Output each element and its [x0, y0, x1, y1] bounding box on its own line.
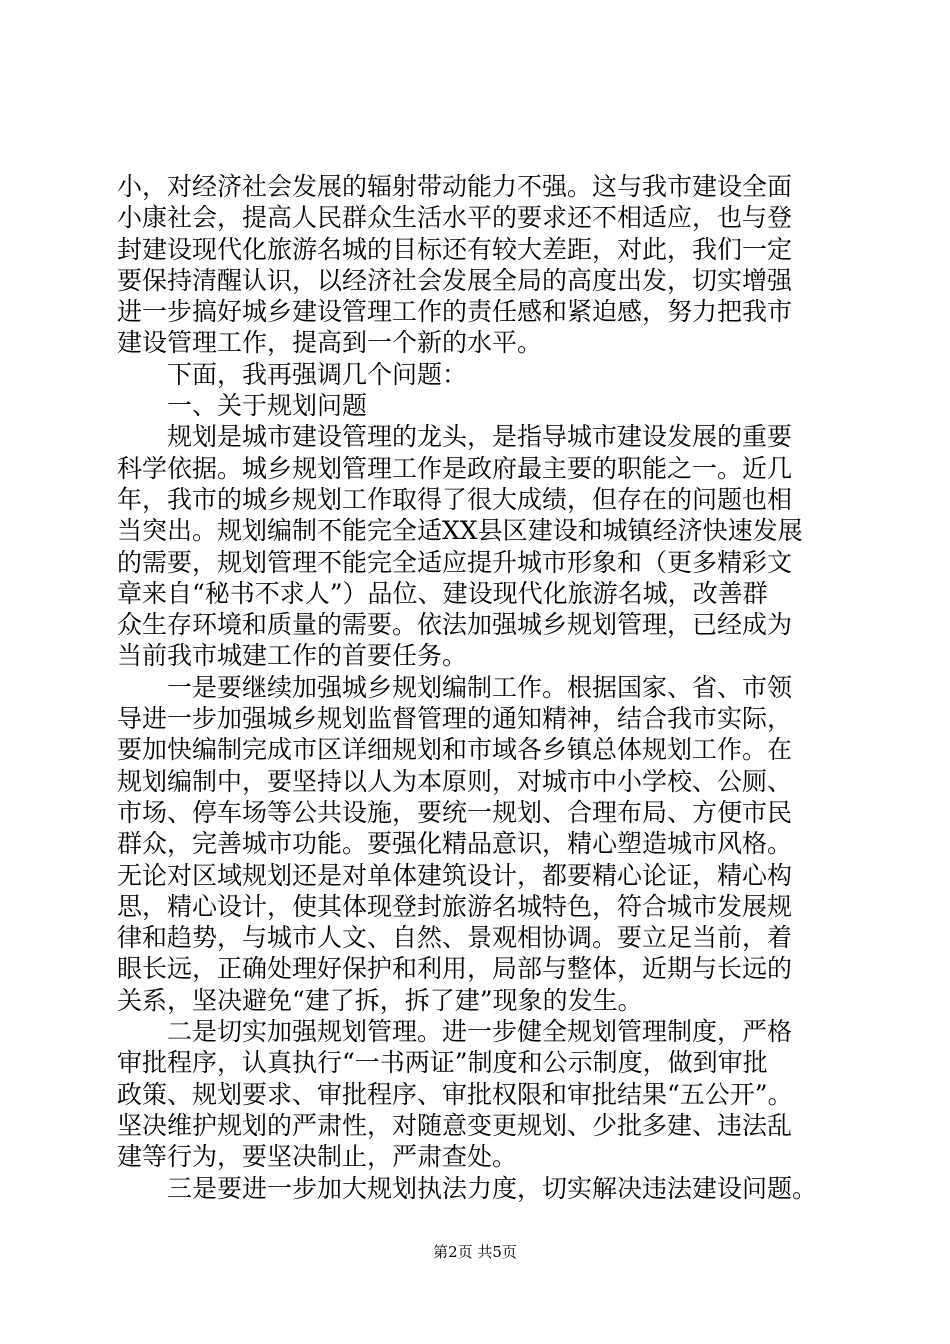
text-line: 当突出。规划编制不能完全适XX县区建设和城镇经济快速发展 — [117, 516, 803, 546]
text-line: 年，我市的城乡规划工作取得了很大成绩，但存在的问题也相 — [117, 484, 793, 514]
text-line: 三是要进一步加大规划执法力度，切实解决违法建设问题。 — [117, 1173, 818, 1203]
text-line: 要保持清醒认识，以经济社会发展全局的高度出发，切实增强 — [117, 265, 793, 295]
text-line: 当前我市城建工作的首要任务。 — [117, 641, 468, 671]
text-line: 坚决维护规划的严肃性，对随意变更规划、少批多建、违法乱 — [117, 1110, 793, 1140]
text-line: 小，对经济社会发展的辐射带动能力不强。这与我市建设全面 — [117, 172, 793, 201]
text-line: 无论对区域规划还是对单体建筑设计，都要精心论证，精心构 — [117, 860, 793, 890]
text-line: 科学依据。城乡规划管理工作是政府最主要的职能之一。近几 — [117, 453, 793, 483]
text-line: 下面，我再强调几个问题： — [117, 359, 468, 389]
text-line: 关系，坚决避免“建了拆，拆了建”现象的发生。 — [117, 985, 643, 1015]
text-line: 市场、停车场等公共设施，要统一规划、合理布局、方便市民 — [117, 797, 793, 827]
text-line: 要加快编制完成市区详细规划和市域各乡镇总体规划工作。在 — [117, 735, 793, 765]
text-line: 律和趋势，与城市人文、自然、景观相协调。要立足当前，着 — [117, 923, 793, 953]
text-line: 政策、规划要求、审批程序、审批权限和审批结果“五公开”。 — [117, 1079, 793, 1109]
text-line: 众生存环境和质量的需要。依法加强城乡规划管理，已经成为 — [117, 610, 793, 640]
text-line: 封建设现代化旅游名城的目标还有较大差距，对此，我们一定 — [117, 234, 793, 264]
text-line: 思，精心设计，使其体现登封旅游名城特色，符合城市发展规 — [117, 891, 793, 921]
text-line: 规划是城市建设管理的龙头，是指导城市建设发展的重要 — [117, 422, 793, 452]
text-line: 建设管理工作，提高到一个新的水平。 — [117, 328, 543, 358]
text-line: 小康社会，提高人民群众生活水平的要求还不相适应，也与登 — [117, 203, 793, 233]
text-line: 二是切实加强规划管理。进一步健全规划管理制度，严格 — [117, 1017, 793, 1047]
text-line: 一是要继续加强城乡规划编制工作。根据国家、省、市领 — [117, 672, 793, 702]
text-line: 规划编制中，要坚持以人为本原则，对城市中小学校、公厕、 — [117, 766, 793, 796]
text-line: 进一步搞好城乡建设管理工作的责任感和紧迫感，努力把我市 — [117, 297, 793, 327]
page-footer: 第2页 共5页 — [433, 1243, 517, 1261]
text-line: 群众，完善城市功能。要强化精品意识，精心塑造城市风格。 — [117, 829, 793, 859]
text-line: 导进一步加强城乡规划监督管理的通知精神，结合我市实际， — [117, 704, 793, 734]
text-line: 一、关于规划问题 — [117, 391, 368, 421]
body-text — [117, 171, 837, 1204]
text-line: 建等行为，要坚决制止，严肃查处。 — [117, 1142, 518, 1172]
text-line: 的需要，规划管理不能完全适应提升城市形象和（更多精彩文 — [117, 547, 793, 577]
text-line: 眼长远，正确处理好保护和利用，局部与整体，近期与长远的 — [117, 954, 793, 984]
text-line: 章来自“秘书不求人”）品位、建设现代化旅游名城，改善群 — [117, 578, 768, 608]
text-line: 审批程序，认真执行“一书两证”制度和公示制度，做到审批 — [117, 1048, 768, 1078]
